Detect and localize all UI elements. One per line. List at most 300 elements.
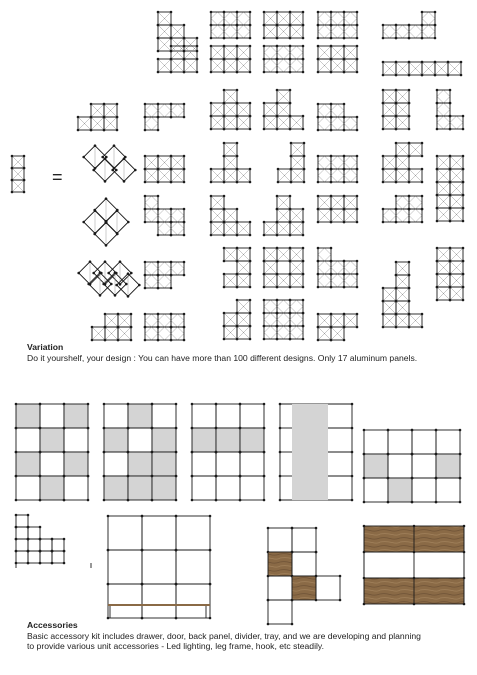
joint-node: [87, 499, 90, 502]
panel-diagonal: [152, 196, 159, 203]
joint-node: [289, 325, 292, 328]
panel-frame: [331, 12, 344, 25]
panel-frame: [331, 117, 344, 130]
joint-node: [382, 128, 385, 131]
panel-frame: [176, 516, 210, 550]
panel-diagonal: [145, 209, 152, 216]
joint-node: [144, 326, 147, 329]
panel-diagonal: [277, 66, 284, 73]
joint-node: [436, 220, 439, 223]
panel-diagonal: [178, 321, 185, 328]
joint-node: [99, 271, 102, 274]
joint-node: [144, 313, 147, 316]
panel-diagonal: [318, 261, 325, 268]
joint-node: [343, 37, 346, 40]
panel-diagonal: [264, 326, 271, 333]
joint-node: [356, 24, 359, 27]
joint-node: [215, 499, 218, 502]
joint-node: [170, 287, 173, 290]
panel-diagonal: [290, 307, 297, 314]
joint-node: [302, 58, 305, 61]
joint-node: [395, 261, 398, 264]
joint-node: [276, 221, 279, 224]
joint-node: [183, 45, 186, 48]
panel-frame: [16, 551, 28, 563]
panel-diagonal: [325, 261, 332, 268]
joint-node: [157, 221, 160, 224]
joint-node: [170, 103, 173, 106]
panel-diagonal: [277, 46, 284, 53]
joint-node: [343, 155, 346, 158]
panel-frame: [176, 550, 210, 584]
panel-diagonal: [409, 196, 416, 203]
joint-node: [356, 129, 359, 132]
panel-frame: [277, 300, 290, 313]
panel-diagonal: [145, 262, 152, 269]
joint-node: [289, 89, 292, 92]
joint-node: [289, 312, 292, 315]
joint-node: [263, 427, 266, 430]
panel-diagonal: [290, 300, 297, 307]
joint-node: [387, 429, 390, 432]
joint-node: [104, 339, 107, 342]
joint-node: [223, 24, 226, 27]
panel-diagonal: [277, 326, 284, 333]
panel-fill: [152, 452, 176, 476]
joint-node: [236, 221, 239, 224]
panel-fill: [240, 428, 264, 452]
joint-node: [117, 339, 120, 342]
joint-node: [263, 24, 266, 27]
panel-diagonal: [290, 333, 297, 340]
panel-fill: [128, 452, 152, 476]
panel-diagonal: [318, 255, 325, 262]
joint-node: [196, 58, 199, 61]
joint-node: [408, 61, 411, 64]
joint-node: [408, 115, 411, 118]
panel-diagonal: [284, 307, 291, 314]
panel-diagonal: [171, 269, 178, 276]
joint-node: [236, 71, 239, 74]
panel-diagonal: [297, 59, 304, 66]
panel-fill: [152, 476, 176, 500]
panel-diagonal: [450, 116, 457, 123]
panel-diagonal: [331, 176, 338, 183]
joint-node: [462, 207, 465, 210]
joint-node: [183, 326, 186, 329]
joint-node: [395, 274, 398, 277]
joint-node: [183, 274, 186, 277]
panel-diagonal: [325, 248, 332, 255]
joint-node: [51, 550, 54, 553]
joint-node: [411, 477, 414, 480]
panel-frame: [383, 25, 396, 38]
joint-node: [330, 116, 333, 119]
joint-node: [87, 283, 90, 286]
joint-node: [343, 45, 346, 48]
panel-diagonal: [409, 216, 416, 223]
joint-node: [39, 451, 42, 454]
panel-diagonal: [331, 261, 338, 268]
joint-node: [356, 45, 359, 48]
panel-frame: [318, 274, 331, 287]
panel-diagonal: [318, 163, 325, 170]
joint-node: [382, 89, 385, 92]
joint-node: [23, 179, 26, 182]
joint-node: [290, 142, 293, 145]
joint-node: [223, 273, 226, 276]
shelf-configurations: [11, 11, 466, 626]
panel-frame: [318, 156, 331, 169]
joint-node: [141, 617, 144, 620]
panel-frame: [388, 454, 412, 478]
joint-node: [408, 208, 411, 211]
joint-node: [141, 583, 144, 586]
panel-frame: [344, 261, 357, 274]
joint-node: [157, 313, 160, 316]
joint-node: [157, 181, 160, 184]
panel-frame: [128, 428, 152, 452]
panel-diagonal: [331, 156, 338, 163]
joint-node: [408, 300, 411, 303]
joint-node: [11, 179, 14, 182]
joint-node: [343, 71, 346, 74]
joint-node: [236, 45, 239, 48]
joint-node: [276, 11, 279, 14]
joint-node: [434, 61, 437, 64]
panel-diagonal: [331, 169, 338, 176]
panel-diagonal: [290, 59, 297, 66]
joint-node: [395, 102, 398, 105]
panel-diagonal: [165, 262, 172, 269]
joint-node: [302, 11, 305, 14]
panel-frame: [104, 452, 128, 476]
joint-node: [236, 234, 239, 237]
joint-node: [276, 338, 279, 341]
joint-node: [290, 181, 293, 184]
wood-panel: [268, 552, 292, 576]
panel-frame: [396, 25, 409, 38]
joint-node: [449, 115, 452, 118]
joint-node: [170, 116, 173, 119]
joint-node: [183, 208, 186, 211]
panel-diagonal: [325, 104, 332, 111]
panel-diagonal: [297, 313, 304, 320]
joint-node: [276, 24, 279, 27]
joint-node: [104, 157, 107, 160]
panel-frame: [145, 104, 158, 117]
joint-node: [462, 155, 465, 158]
panel-diagonal: [344, 261, 351, 268]
joint-node: [343, 24, 346, 27]
joint-node: [263, 37, 266, 40]
joint-node: [39, 475, 42, 478]
joint-node: [459, 453, 462, 456]
joint-node: [249, 247, 252, 250]
panel-frame: [388, 430, 412, 454]
joint-node: [382, 37, 385, 40]
joint-node: [15, 538, 18, 541]
panel-diagonal: [165, 282, 172, 289]
joint-node: [395, 155, 398, 158]
joint-node: [421, 37, 424, 40]
joint-node: [330, 326, 333, 329]
panel-diagonal: [444, 123, 451, 130]
joint-node: [63, 451, 66, 454]
joint-node: [103, 403, 106, 406]
panel-fill: [64, 404, 88, 428]
panel-diagonal: [318, 176, 325, 183]
panel-diagonal: [318, 281, 325, 288]
joint-node: [87, 403, 90, 406]
panel-frame: [192, 476, 216, 500]
panel-diagonal: [290, 66, 297, 73]
joint-node: [141, 515, 144, 518]
joint-node: [449, 128, 452, 131]
panel-diagonal: [158, 282, 165, 289]
panel-diagonal: [264, 307, 271, 314]
panel-diagonal: [264, 300, 271, 307]
joint-node: [317, 326, 320, 329]
panel-diagonal: [244, 12, 251, 19]
panel-diagonal: [297, 307, 304, 314]
joint-node: [130, 339, 133, 342]
joint-node: [302, 45, 305, 48]
joint-node: [63, 550, 66, 553]
panel-diagonal: [396, 216, 403, 223]
joint-node: [289, 221, 292, 224]
panel-diagonal: [284, 66, 291, 73]
joint-node: [382, 287, 385, 290]
panel-frame: [290, 46, 303, 59]
panel-frame: [28, 527, 40, 539]
joint-node: [435, 477, 438, 480]
joint-node: [302, 115, 305, 118]
joint-node: [447, 74, 450, 77]
joint-node: [157, 24, 160, 27]
panel-frame: [318, 261, 331, 274]
joint-node: [183, 58, 186, 61]
panel-diagonal: [284, 326, 291, 333]
joint-node: [236, 142, 239, 145]
panel-diagonal: [271, 300, 278, 307]
joint-node: [92, 272, 95, 275]
joint-node: [130, 272, 133, 275]
joint-node: [223, 58, 226, 61]
panel-diagonal: [231, 19, 238, 26]
joint-node: [408, 128, 411, 131]
joint-node: [116, 233, 119, 236]
joint-node: [449, 273, 452, 276]
joint-node: [157, 195, 160, 198]
joint-node: [382, 155, 385, 158]
joint-node: [223, 37, 226, 40]
panel-diagonal: [145, 216, 152, 223]
joint-node: [330, 247, 333, 250]
joint-node: [183, 221, 186, 224]
joint-node: [356, 58, 359, 61]
panel-diagonal: [284, 333, 291, 340]
joint-node: [408, 102, 411, 105]
panel-fill: [388, 478, 412, 502]
joint-node: [249, 325, 252, 328]
panel-frame: [176, 584, 210, 618]
joint-node: [39, 538, 42, 541]
panel-diagonal: [383, 25, 390, 32]
joint-node: [175, 427, 178, 430]
joint-node: [462, 115, 465, 118]
joint-node: [459, 477, 462, 480]
panel-diagonal: [158, 111, 165, 118]
joint-node: [77, 129, 80, 132]
panel-frame: [277, 59, 290, 72]
panel-diagonal: [284, 46, 291, 53]
panel-diagonal: [325, 19, 332, 26]
panel-frame: [318, 117, 331, 130]
joint-node: [436, 286, 439, 289]
joint-node: [236, 208, 239, 211]
joint-node: [463, 551, 466, 554]
panel-frame: [16, 539, 28, 551]
panel-frame: [145, 117, 158, 130]
joint-node: [317, 168, 320, 171]
joint-node: [116, 116, 119, 119]
panel-diagonal: [409, 32, 416, 39]
joint-node: [263, 71, 266, 74]
panel-diagonal: [325, 12, 332, 19]
joint-node: [363, 501, 366, 504]
joint-node: [356, 71, 359, 74]
joint-node: [157, 208, 160, 211]
joint-node: [236, 273, 239, 276]
panel-diagonal: [171, 327, 178, 334]
panel-diagonal: [158, 275, 165, 282]
joint-node: [462, 247, 465, 250]
joint-node: [330, 71, 333, 74]
panel-frame: [40, 539, 52, 551]
joint-node: [330, 181, 333, 184]
joint-node: [223, 286, 226, 289]
panel-frame: [211, 25, 224, 38]
panel-diagonal: [422, 32, 429, 39]
panel-diagonal: [396, 196, 403, 203]
panel-diagonal: [344, 156, 351, 163]
panel-diagonal: [145, 104, 152, 111]
panel-diagonal: [178, 269, 185, 276]
panel-fill: [104, 476, 128, 500]
joint-node: [127, 295, 130, 298]
joint-node: [210, 37, 213, 40]
joint-node: [103, 427, 106, 430]
panel-diagonal: [218, 12, 225, 19]
panel-frame: [145, 314, 158, 327]
joint-node: [343, 208, 346, 211]
panel-diagonal: [390, 209, 397, 216]
joint-node: [263, 58, 266, 61]
joint-node: [210, 234, 213, 237]
joint-node: [317, 11, 320, 14]
joint-node: [263, 286, 266, 289]
panel-diagonal: [271, 333, 278, 340]
joint-node: [302, 312, 305, 315]
panel-frame: [158, 275, 171, 288]
panel-frame: [292, 552, 316, 576]
panel-diagonal: [152, 216, 159, 223]
panel-diagonal: [152, 111, 159, 118]
joint-node: [89, 260, 92, 263]
panel-frame: [344, 274, 357, 287]
panel-diagonal: [290, 313, 297, 320]
panel-frame: [171, 209, 184, 222]
panel-diagonal: [145, 334, 152, 341]
joint-node: [107, 583, 110, 586]
joint-node: [175, 549, 178, 552]
joint-node: [236, 37, 239, 40]
panel-fill: [16, 404, 40, 428]
joint-node: [63, 427, 66, 430]
joint-node: [223, 234, 226, 237]
joint-node: [303, 168, 306, 171]
panel-diagonal: [318, 25, 325, 32]
joint-node: [356, 208, 359, 211]
joint-node: [170, 71, 173, 74]
joint-node: [210, 128, 213, 131]
panel-diagonal: [297, 300, 304, 307]
panel-diagonal: [264, 313, 271, 320]
joint-node: [315, 527, 318, 530]
joint-node: [249, 115, 252, 118]
joint-node: [263, 299, 266, 302]
joint-node: [421, 221, 424, 224]
joint-node: [330, 273, 333, 276]
joint-node: [115, 169, 118, 172]
panel-diagonal: [338, 104, 345, 111]
joint-node: [102, 283, 105, 286]
variation-description: Do it yourshelf, your design : You can have more than 100 different designs. Only 17 aluminum panels.: [27, 353, 418, 363]
joint-node: [77, 272, 80, 275]
joint-node: [183, 181, 186, 184]
panel-frame: [331, 169, 344, 182]
joint-node: [330, 155, 333, 158]
joint-node: [302, 221, 305, 224]
joint-node: [330, 286, 333, 289]
panel-diagonal: [444, 90, 451, 97]
panel-diagonal: [171, 209, 178, 216]
joint-node: [302, 260, 305, 263]
panel-diagonal: [165, 314, 172, 321]
panel-diagonal: [457, 123, 464, 130]
joint-node: [330, 129, 333, 132]
joint-node: [223, 338, 226, 341]
panel-diagonal: [178, 327, 185, 334]
joint-node: [209, 617, 212, 620]
panel-diagonal: [338, 19, 345, 26]
joint-node: [141, 549, 144, 552]
joint-node: [223, 115, 226, 118]
joint-node: [263, 475, 266, 478]
panel-diagonal: [277, 313, 284, 320]
panel-diagonal: [409, 25, 416, 32]
joint-node: [90, 116, 93, 119]
joint-node: [276, 234, 279, 237]
joint-node: [236, 181, 239, 184]
joint-node: [462, 181, 465, 184]
panel-diagonal: [383, 32, 390, 39]
joint-node: [277, 181, 280, 184]
panel-frame: [108, 584, 142, 618]
joint-node: [39, 562, 42, 565]
joint-node: [317, 58, 320, 61]
